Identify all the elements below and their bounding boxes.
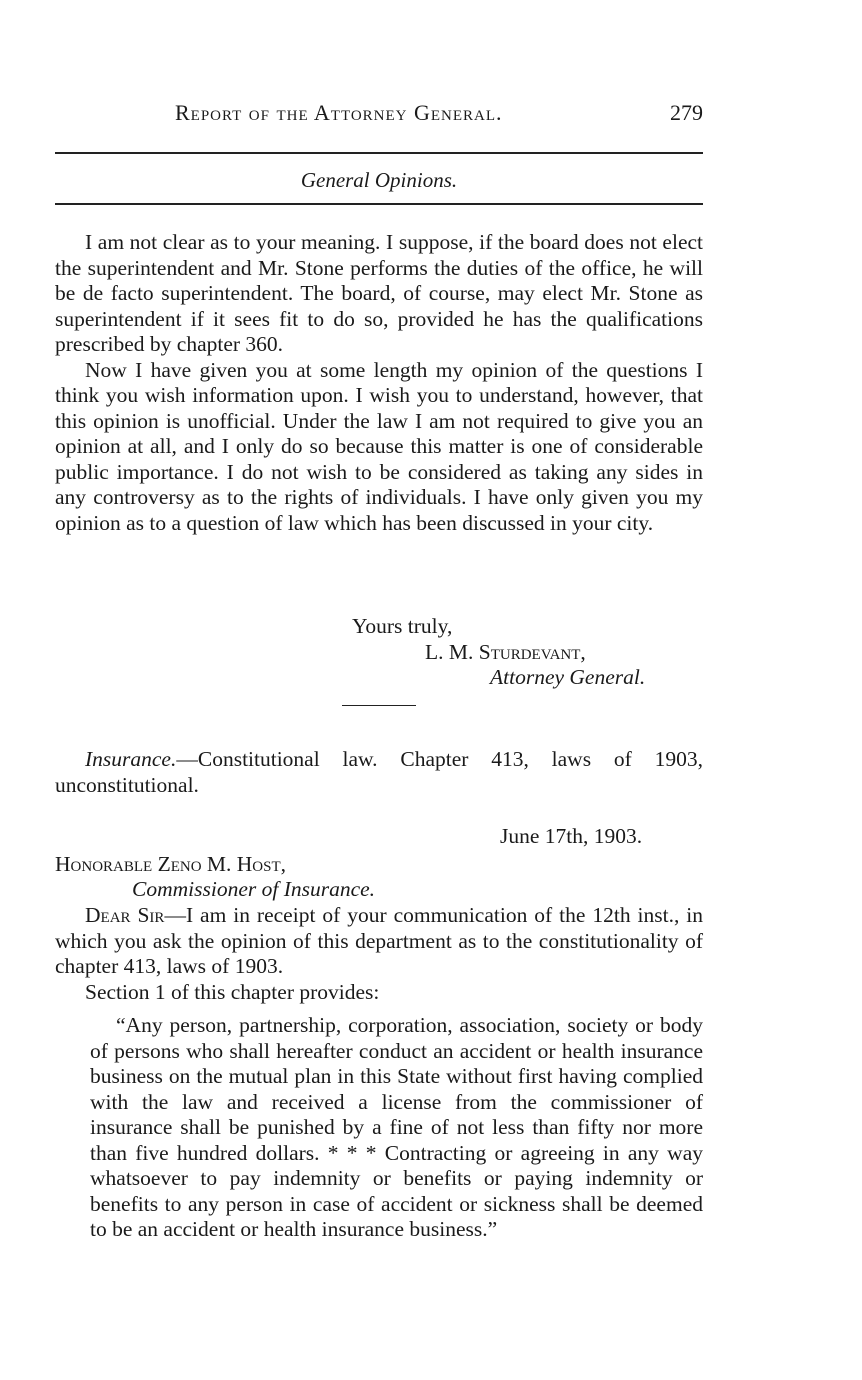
closing: Yours truly, [352,614,453,638]
section-heading: General Opinions. [300,168,458,192]
syllabus-text: —Constitutional law. Chapter 413, laws of 1903, unconstitutional. [55,747,703,797]
paragraph: Now I have given you at some length my opinion of the questions I think you wish information upon. I wish you to understand, however, that this opinion is unofficial. Under the law I am not required to give you an opinion at all, and I only do so because this matter is one of considerable public importance. I do not wish to be considered as taking any sides in any controversy as to the rights of individuals. I have only given you my opinion as to a question of law which has been discussed in your city. [55,357,703,535]
paragraph: —I am in receipt of your communication of the 12th inst., in which you ask the opinion of this department as to the constitutionality of chapter 413, laws of 1903. [55,903,703,978]
letter-date: June 17th, 1903. [500,824,643,848]
statute-quote [90,1013,703,1243]
salutation: Dear Sir [85,903,165,927]
running-title: Report of the Attorney General. [175,100,503,125]
section-divider [342,705,416,706]
signer-title: Attorney General. [490,665,646,689]
quote-text: “Any person, partnership, corporation, association, society or body of persons who shall hereafter conduct an accident or health insurance business on the mutual plan in this State without first having complied with the law and received a license from the commissioner of insurance shall be punished by a fine of not less than fifty nor more than five hundred dollars. * * * Contracting or agreeing in any way whatsoever to pay indemnity or benefits or paying indemnity or benefits to any person in case of accident or sickness shall be deemed to be an accident or health insurance business.” [90,1013,703,1241]
syllabus-subject: Insurance. [85,747,177,771]
addressee-title: Commissioner of Insurance. [132,877,376,901]
addressee: Honorable Zeno M. Host, [55,852,287,876]
section-rule [55,203,703,205]
paragraph: Section 1 of this chapter provides: [85,979,380,1004]
opinion-body [55,230,703,536]
running-head [55,100,703,134]
letter-body [55,903,703,1005]
page-number: 279 [670,100,703,125]
syllabus [55,747,703,798]
paragraph: I am not clear as to your meaning. I suppose, if the board does not elect the superintendent and Mr. Stone performs the duties of the office, he will be de facto superintendent. The board, of course, may elect Mr. Stone as superintendent if it sees fit to do so, provided he has the qualifications prescribed by chapter 360. [55,230,703,356]
signer-name: L. M. Sturdevant, [425,640,586,664]
top-rule [55,152,703,154]
